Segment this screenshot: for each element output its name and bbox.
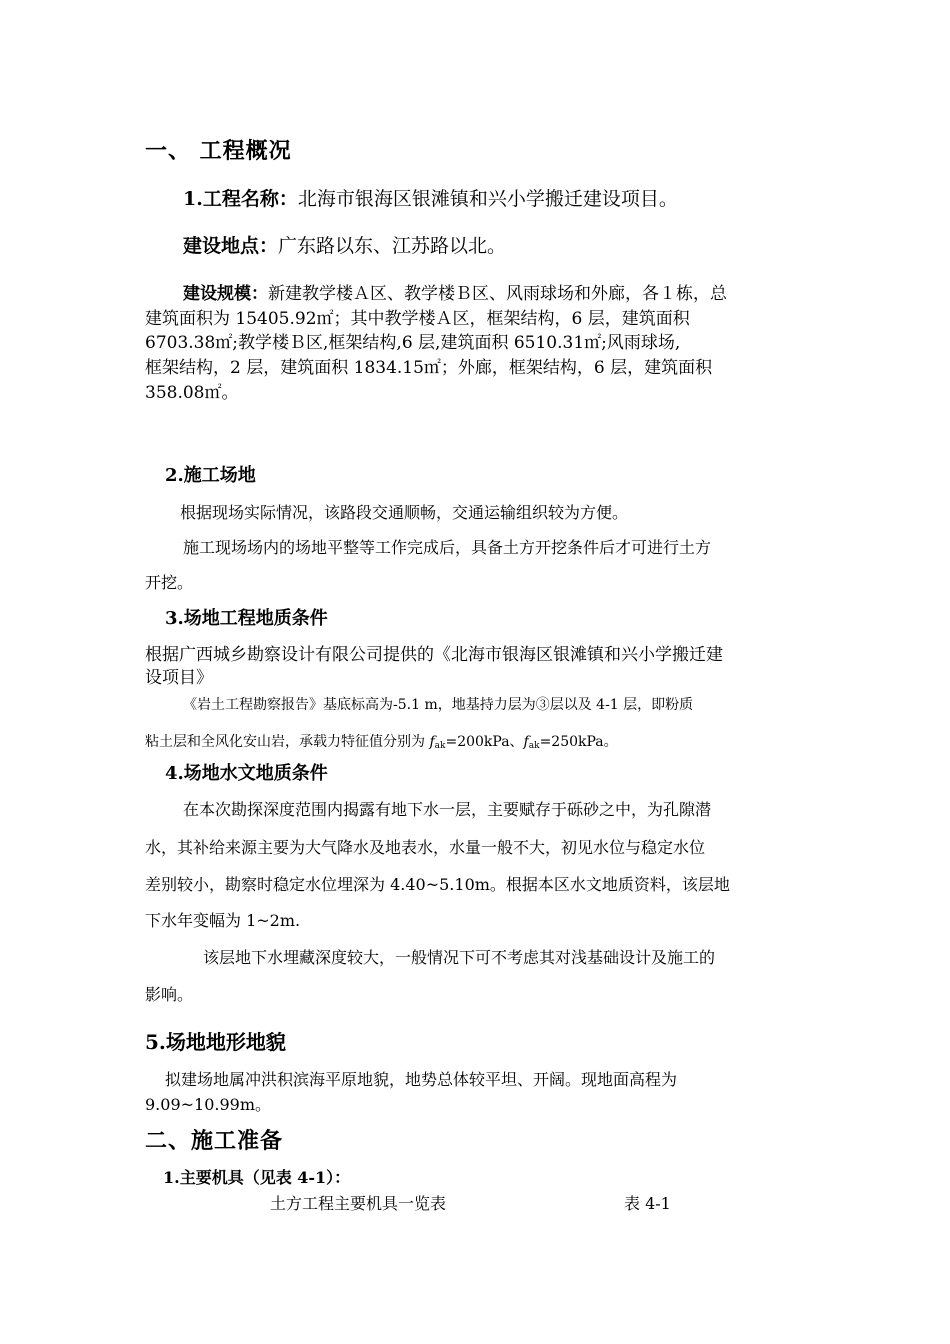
geology-line-4	[145, 735, 618, 751]
geology-line-3: 《岩土工程勘察报告》基底标高为-5.1 m，地基持力层为③层以及 4-1 层，即粉质	[183, 697, 694, 713]
hydrology-paragraph-2-line-1: 该层地下水埋藏深度较大，一般情况下可不考虑其对浅基础设计及施工的	[203, 948, 716, 967]
section-2-heading: 二、施工准备	[145, 1128, 284, 1154]
hydrology-paragraph-2-line-2: 影响。	[145, 985, 194, 1004]
table-number: 表 4-1	[624, 1194, 671, 1213]
bearing-value-1: =200kPa、	[445, 734, 524, 750]
location-line	[183, 237, 506, 256]
terrain-heading: 5.场地地形地貌	[145, 1030, 286, 1054]
scale-line-3: 6703.38㎡;教学楼Ｂ区,框架结构,6 层,建筑面积 6510.31㎡;风雨球场,	[145, 333, 681, 353]
terrain-line-1: 拟建场地属冲洪积滨海平原地貌，地势总体较平坦、开阔。现地面高程为	[165, 1070, 678, 1089]
hydrology-heading: 4.场地水文地质条件	[165, 763, 328, 784]
geology-line-4-text: 粘土层和全风化安山岩，承载力特征值分别为	[145, 734, 430, 750]
hydrology-line-1: 在本次勘探深度范围内揭露有地下水一层，主要赋存于砾砂之中，为孔隙潜	[183, 800, 712, 819]
hydrology-line-3: 差别较小，勘察时稳定水位埋深为 4.40~5.10m。根据本区水文地质资料，该层地	[145, 875, 730, 894]
site-paragraph-2-line-2: 开挖。	[145, 573, 194, 592]
bearing-ak-subscript-1: ak	[434, 741, 446, 751]
project-name-line	[183, 190, 678, 209]
terrain-line-2: 9.09~10.99m。	[145, 1095, 272, 1114]
hydrology-line-4: 下水年变幅为 1~2m.	[145, 911, 301, 930]
bearing-f-symbol-2: f	[523, 734, 529, 750]
geology-line-1: 根据广西城乡勘察设计有限公司提供的《北海市银海区银滩镇和兴小学搬迁建	[145, 645, 723, 665]
scale-line-4: 框架结构，2 层，建筑面积 1834.15㎡；外廊，框架结构，6 层，建筑面积	[145, 358, 713, 378]
scale-line-1	[183, 286, 727, 303]
machines-heading: 1.主要机具（见表 4-1）：	[163, 1168, 351, 1187]
project-name-label: 1.工程名称：	[183, 188, 298, 210]
hydrology-line-2: 水，其补给来源主要为大气降水及地表水，水量一般不大，初见水位与稳定水位	[145, 838, 706, 857]
scale-line-2: 建筑面积为 15405.92㎡；其中教学楼Ａ区，框架结构，6 层，建筑面积	[145, 309, 690, 329]
bearing-ak-subscript-2: ak	[528, 741, 540, 751]
section-1-heading: 一、 工程概况	[145, 138, 292, 164]
project-name-value: 北海市银海区银滩镇和兴小学搬迁建设项目。	[297, 188, 678, 210]
geology-heading: 3.场地工程地质条件	[165, 608, 328, 629]
scale-line-5: 358.08㎡。	[145, 383, 239, 403]
geology-line-2: 设项目》	[145, 668, 213, 688]
site-heading: 2.施工场地	[165, 465, 256, 486]
site-paragraph-2-line-1: 施工现场场内的场地平整等工作完成后，具备土方开挖条件后才可进行土方	[183, 538, 712, 557]
location-value: 广东路以东、江苏路以北。	[278, 235, 507, 257]
scale-text-1: 新建教学楼Ａ区、教学楼Ｂ区、风雨球场和外廊，各１栋，总	[268, 284, 727, 304]
site-paragraph-1: 根据现场实际情况，该路段交通顺畅，交通运输组织较为方便。	[180, 503, 629, 522]
bearing-f-symbol-1: f	[429, 734, 435, 750]
location-label: 建设地点：	[183, 235, 279, 257]
table-caption: 土方工程主要机具一览表	[270, 1194, 447, 1213]
scale-label: 建设规模：	[183, 284, 268, 304]
bearing-value-2: =250kPa。	[539, 734, 618, 750]
